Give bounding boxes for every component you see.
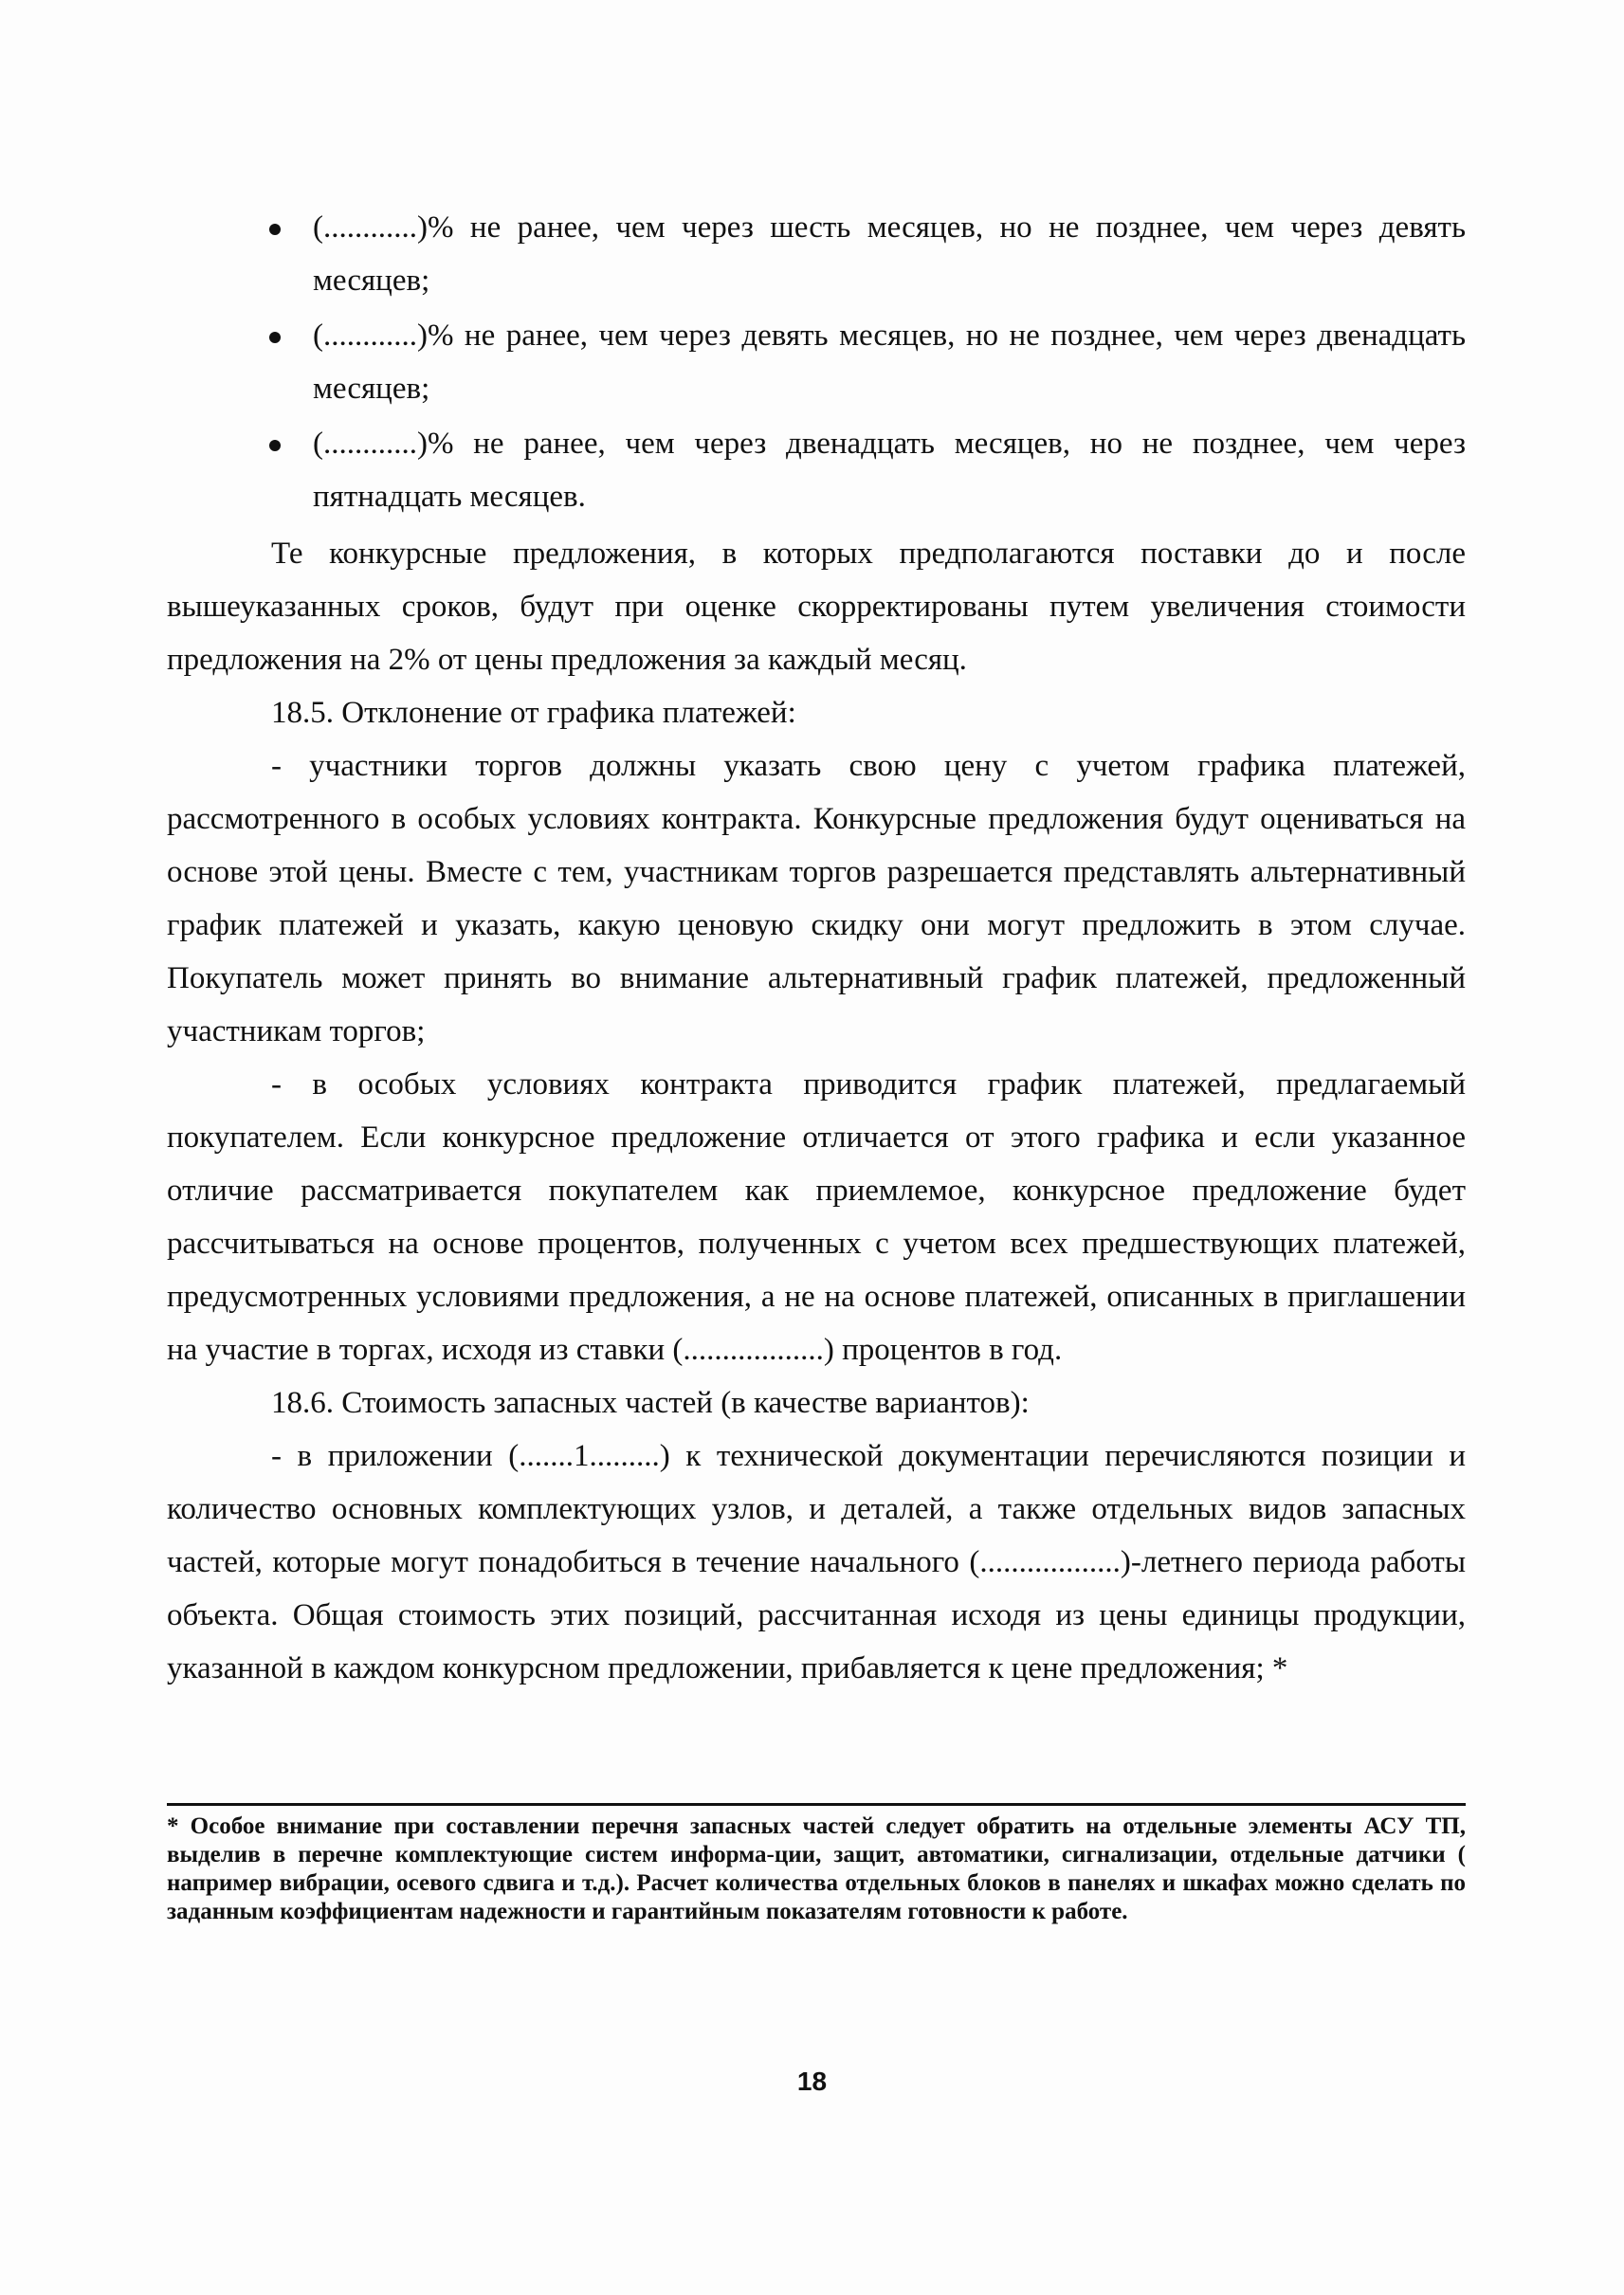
section-heading-18-5: 18.5. Отклонение от графика платежей: — [271, 696, 796, 730]
paragraph-delivery-penalty: Те конкурсные предложения, в которых предполагаются поставки до и после вышеуказанных сроков, будут при оценке скорректированы путем увеличения стоимости предложения на 2% от цены предложения за каждый месяц. — [167, 537, 1466, 677]
bullet-icon — [269, 332, 281, 343]
list-item-text: (............)% не ранее, чем через девять месяцев, но не позднее, чем через двенадцать месяцев; — [313, 319, 1466, 406]
list-item — [313, 309, 1466, 415]
bullet-icon — [269, 440, 281, 451]
payment-schedule-list — [313, 201, 1466, 525]
section-heading-18-6: 18.6. Стоимость запасных частей (в качестве вариантов): — [271, 1386, 1030, 1420]
list-item — [313, 417, 1466, 523]
bullet-icon — [269, 224, 281, 235]
page-number: 18 — [796, 2067, 828, 2096]
paragraph-payment-deviation-2: - в особых условиях контракта приводится график платежей, предлагаемый покупателем. Если конкурсное предложение отличается от этого графика и если указанное отличие рассматривается покупателем как приемлемое, конкурсное предложение будет рассчитываться на основе процентов, полученных с учетом всех предшествующих платежей, предусмотренных условиями предложения, а не на основе платежей, описанных в приглашении на участие в торгах, исходя из ставки (..................) процентов в год. — [167, 1067, 1466, 1367]
paragraph-spare-parts: - в приложении (.......1.........) к технической документации перечисляются позиции и количество основных комплектующих узлов, и деталей, а также отдельных видов запасных частей, которые могут понадобиться в течение начального (..................)-летнего периода работы объекта. Общая стоимость этих позиций, рассчитанная исходя из цены единицы продукции, указанной в каждом конкурсном предложении, прибавляется к цене предложения; * — [167, 1439, 1466, 1685]
list-item — [313, 201, 1466, 307]
footnote-divider — [167, 1803, 1466, 1806]
list-item-text: (............)% не ранее, чем через двенадцать месяцев, но не позднее, чем через пятнадцать месяцев. — [313, 427, 1466, 514]
main-text — [167, 527, 1466, 1695]
paragraph-payment-deviation-1: - участники торгов должны указать свою цену с учетом графика платежей, рассмотренного в особых условиях контракта. Конкурсные предложения будут оцениваться на основе этой цены. Вместе с тем, участникам торгов разрешается представлять альтернативный график платежей и указать, какую ценовую скидку они могут предложить в этом случае. Покупатель может принять во внимание альтернативный график платежей, предложенный участникам торгов; — [167, 749, 1466, 1048]
footnote: * Особое внимание при составлении перечня запасных частей следует обратить на отдельные элементы АСУ ТП, выделив в перечне комплектующие систем информа-ции, защит, автоматики, сигнализации, отдельные датчики ( например вибрации, осевого сдвига и т.д.). Расчет количества отдельных блоков в панелях и шкафах можно сделать по заданным коэффициентам надежности и гарантийным показателям готовности к работе. — [167, 1813, 1466, 1924]
list-item-text: (............)% не ранее, чем через шесть месяцев, но не позднее, чем через девять месяцев; — [313, 210, 1466, 298]
